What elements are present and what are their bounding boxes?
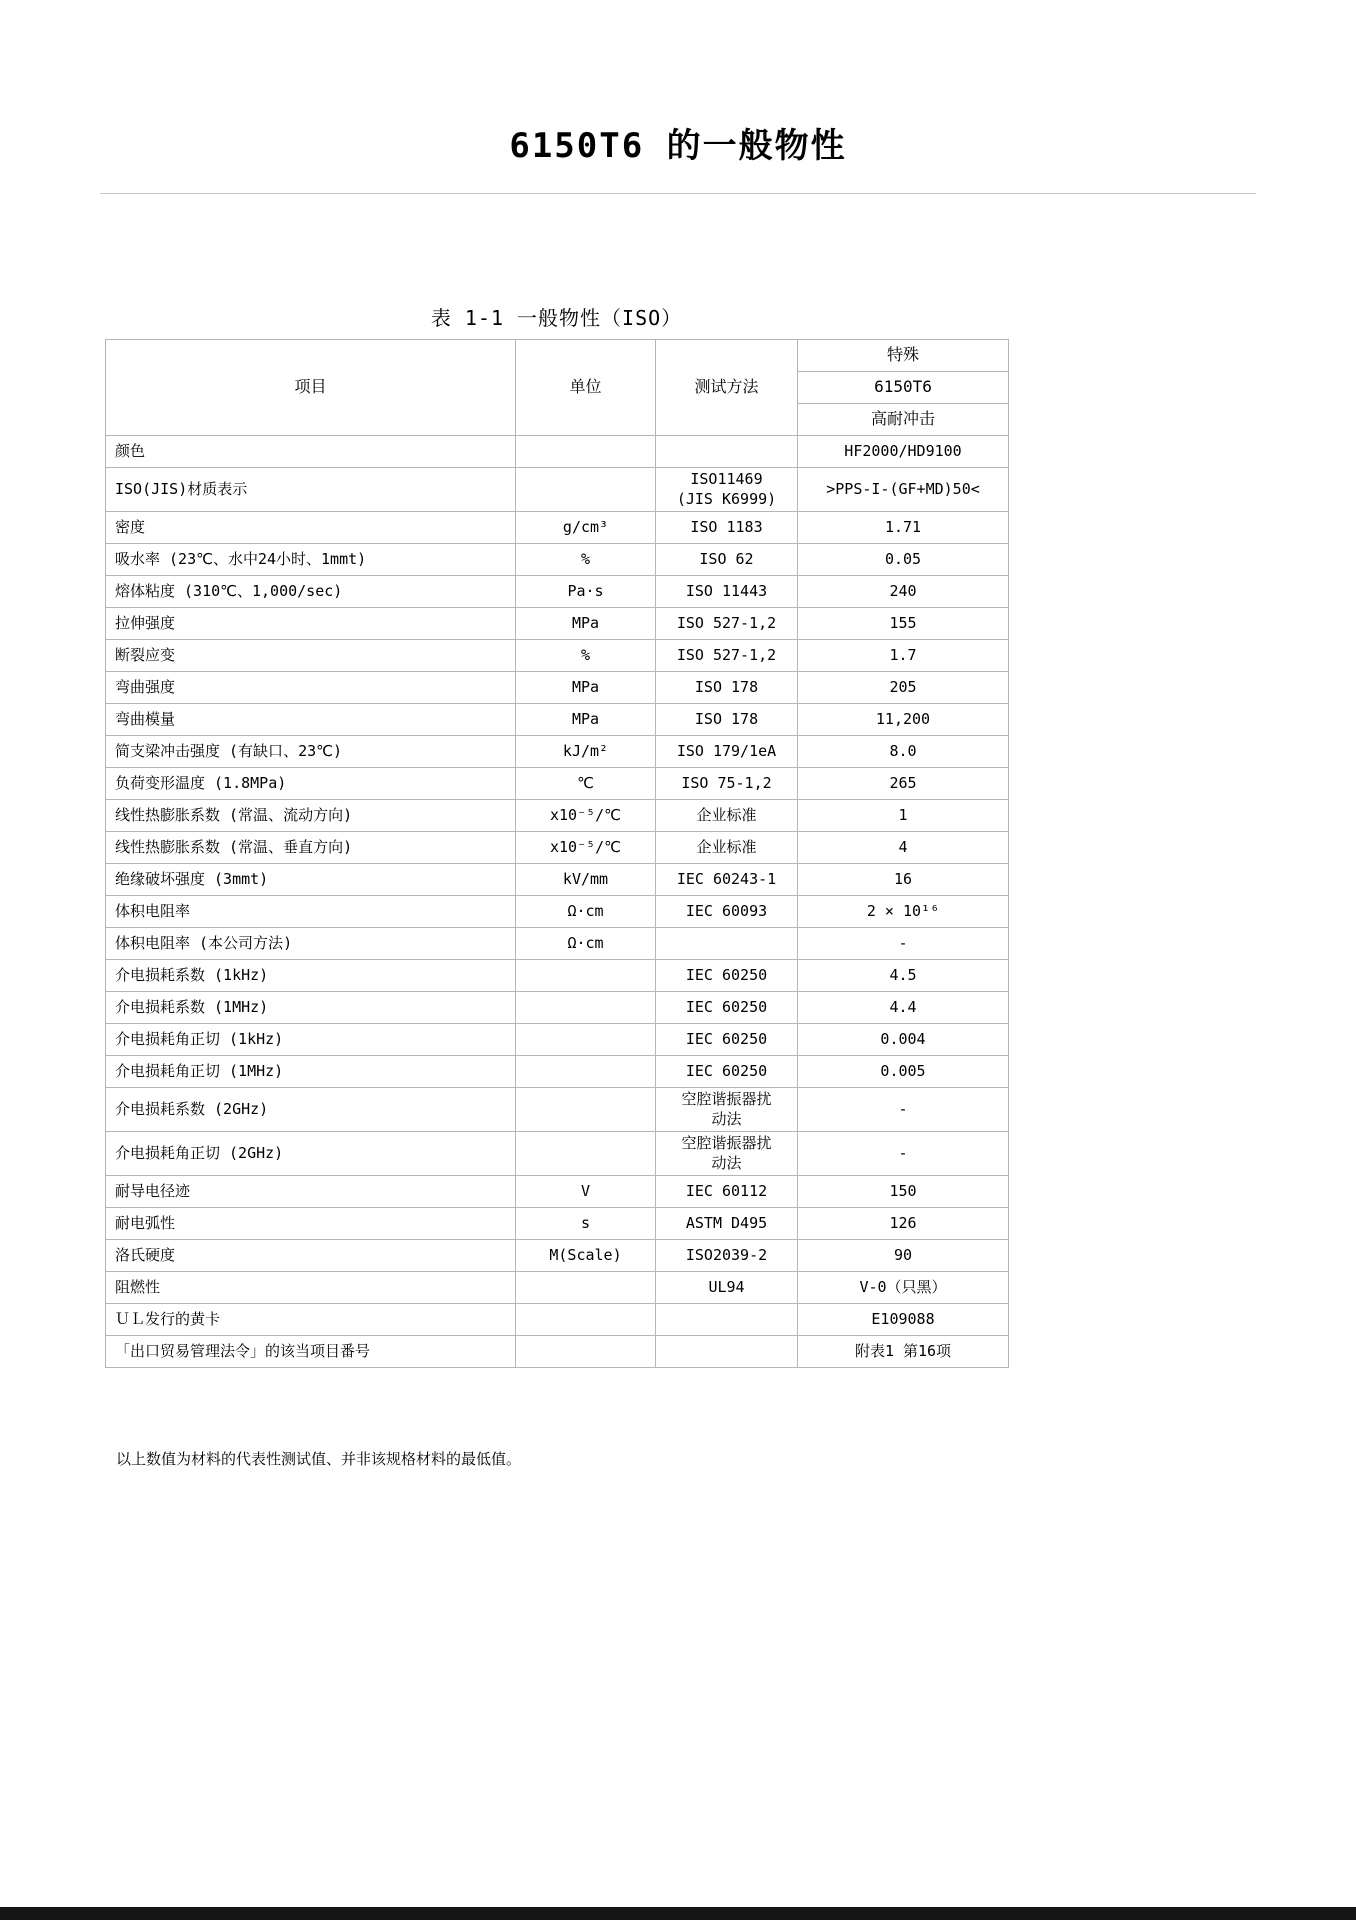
table-row xyxy=(106,1208,1009,1240)
item-cell: 弯曲强度 xyxy=(106,672,516,704)
table-row xyxy=(106,1336,1009,1368)
table-row xyxy=(106,1240,1009,1272)
header-grade-name: 6150T6 xyxy=(798,372,1009,404)
method-cell xyxy=(656,1304,798,1336)
table-header xyxy=(106,340,1009,436)
item-cell: 断裂应变 xyxy=(106,640,516,672)
value-cell: 90 xyxy=(798,1240,1009,1272)
method-cell: ISO 527-1,2 xyxy=(656,608,798,640)
method-cell: IEC 60250 xyxy=(656,1024,798,1056)
value-cell: 1.71 xyxy=(798,512,1009,544)
value-cell: 0.005 xyxy=(798,1056,1009,1088)
table-row xyxy=(106,1272,1009,1304)
table-row xyxy=(106,640,1009,672)
method-cell: ISO 75-1,2 xyxy=(656,768,798,800)
item-cell: 介电损耗角正切 (2GHz) xyxy=(106,1132,516,1176)
value-cell: 4 xyxy=(798,832,1009,864)
value-cell: V-0（只黑） xyxy=(798,1272,1009,1304)
value-cell: - xyxy=(798,1132,1009,1176)
table-body xyxy=(106,436,1009,1368)
unit-cell xyxy=(516,1056,656,1088)
method-cell: IEC 60250 xyxy=(656,1056,798,1088)
item-cell: 介电损耗角正切 (1kHz) xyxy=(106,1024,516,1056)
item-cell: ISO(JIS)材质表示 xyxy=(106,468,516,512)
method-cell: 企业标准 xyxy=(656,832,798,864)
method-cell: IEC 60093 xyxy=(656,896,798,928)
table-row xyxy=(106,896,1009,928)
method-cell xyxy=(656,436,798,468)
value-cell: 126 xyxy=(798,1208,1009,1240)
unit-cell: MPa xyxy=(516,672,656,704)
method-cell: ISO 179/1eA xyxy=(656,736,798,768)
value-cell: >PPS-I-(GF+MD)50< xyxy=(798,468,1009,512)
value-cell: 4.5 xyxy=(798,960,1009,992)
table-row xyxy=(106,672,1009,704)
unit-cell: % xyxy=(516,544,656,576)
item-cell: 负荷变形温度 (1.8MPa) xyxy=(106,768,516,800)
item-cell: 绝缘破坏强度 (3mmt) xyxy=(106,864,516,896)
item-cell: 密度 xyxy=(106,512,516,544)
table-row xyxy=(106,544,1009,576)
header-unit: 单位 xyxy=(516,340,656,436)
item-cell: 线性热膨胀系数 (常温、流动方向) xyxy=(106,800,516,832)
table-row xyxy=(106,864,1009,896)
unit-cell xyxy=(516,1304,656,1336)
item-cell: 介电损耗系数 (1kHz) xyxy=(106,960,516,992)
value-cell: E109088 xyxy=(798,1304,1009,1336)
unit-cell: V xyxy=(516,1176,656,1208)
item-cell: 体积电阻率 (本公司方法) xyxy=(106,928,516,960)
table-row xyxy=(106,928,1009,960)
item-cell: 洛氏硬度 xyxy=(106,1240,516,1272)
value-cell: 2 × 10¹⁶ xyxy=(798,896,1009,928)
unit-cell: s xyxy=(516,1208,656,1240)
table-row xyxy=(106,1304,1009,1336)
method-cell: ISO 62 xyxy=(656,544,798,576)
table-row xyxy=(106,992,1009,1024)
page-bottom-edge xyxy=(0,1907,1356,1920)
value-cell: - xyxy=(798,928,1009,960)
header-grade-type: 高耐冲击 xyxy=(798,404,1009,436)
method-cell: ISO 178 xyxy=(656,672,798,704)
method-cell: IEC 60243-1 xyxy=(656,864,798,896)
table-row xyxy=(106,1056,1009,1088)
value-cell: 265 xyxy=(798,768,1009,800)
method-cell: 企业标准 xyxy=(656,800,798,832)
method-cell: ISO 1183 xyxy=(656,512,798,544)
unit-cell xyxy=(516,1024,656,1056)
item-cell: 颜色 xyxy=(106,436,516,468)
unit-cell: Ω·cm xyxy=(516,928,656,960)
unit-cell: % xyxy=(516,640,656,672)
method-cell: ISO 11443 xyxy=(656,576,798,608)
value-cell: 11,200 xyxy=(798,704,1009,736)
unit-cell: kV/mm xyxy=(516,864,656,896)
item-cell: 简支梁冲击强度 (有缺口、23℃) xyxy=(106,736,516,768)
item-cell: 介电损耗系数 (1MHz) xyxy=(106,992,516,1024)
item-cell: 阻燃性 xyxy=(106,1272,516,1304)
table-caption: 表 1-1 一般物性（ISO） xyxy=(430,306,683,330)
method-cell: ISO 178 xyxy=(656,704,798,736)
value-cell: HF2000/HD9100 xyxy=(798,436,1009,468)
item-cell: 体积电阻率 xyxy=(106,896,516,928)
table-row xyxy=(106,1132,1009,1176)
footnote-text: 以上数值为材料的代表性测试值、并非该规格材料的最低值。 xyxy=(116,1450,522,1468)
item-cell: 介电损耗系数 (2GHz) xyxy=(106,1088,516,1132)
unit-cell: MPa xyxy=(516,608,656,640)
method-cell: ISO 527-1,2 xyxy=(656,640,798,672)
table-row xyxy=(106,436,1009,468)
method-cell: 空腔谐振器扰 动法 xyxy=(656,1132,798,1176)
unit-cell: Pa·s xyxy=(516,576,656,608)
table-row xyxy=(106,576,1009,608)
table-row xyxy=(106,1088,1009,1132)
unit-cell: x10⁻⁵/℃ xyxy=(516,832,656,864)
unit-cell: MPa xyxy=(516,704,656,736)
value-cell: 0.004 xyxy=(798,1024,1009,1056)
value-cell: 205 xyxy=(798,672,1009,704)
item-cell: 「出口贸易管理法令」的该当项目番号 xyxy=(106,1336,516,1368)
value-cell: 150 xyxy=(798,1176,1009,1208)
value-cell: 1.7 xyxy=(798,640,1009,672)
method-cell: 空腔谐振器扰 动法 xyxy=(656,1088,798,1132)
method-cell: IEC 60250 xyxy=(656,992,798,1024)
table-row xyxy=(106,1176,1009,1208)
method-cell: ISO11469 (JIS K6999) xyxy=(656,468,798,512)
item-cell: 线性热膨胀系数 (常温、垂直方向) xyxy=(106,832,516,864)
table-row xyxy=(106,704,1009,736)
value-cell: 4.4 xyxy=(798,992,1009,1024)
header-row-1 xyxy=(106,340,1009,372)
item-cell: 耐电弧性 xyxy=(106,1208,516,1240)
method-cell: ASTM D495 xyxy=(656,1208,798,1240)
unit-cell xyxy=(516,960,656,992)
item-cell: 拉伸强度 xyxy=(106,608,516,640)
item-cell: 弯曲模量 xyxy=(106,704,516,736)
unit-cell xyxy=(516,1088,656,1132)
unit-cell: M(Scale) xyxy=(516,1240,656,1272)
value-cell: 240 xyxy=(798,576,1009,608)
method-cell xyxy=(656,928,798,960)
value-cell: 155 xyxy=(798,608,1009,640)
method-cell: UL94 xyxy=(656,1272,798,1304)
item-cell: 介电损耗角正切 (1MHz) xyxy=(106,1056,516,1088)
properties-table xyxy=(105,339,1009,1368)
header-method: 测试方法 xyxy=(656,340,798,436)
unit-cell: x10⁻⁵/℃ xyxy=(516,800,656,832)
value-cell: - xyxy=(798,1088,1009,1132)
item-cell: ＵＬ发行的黄卡 xyxy=(106,1304,516,1336)
page-title: 6150T6 的一般物性 xyxy=(509,126,847,166)
unit-cell xyxy=(516,468,656,512)
unit-cell xyxy=(516,992,656,1024)
method-cell: IEC 60112 xyxy=(656,1176,798,1208)
value-cell: 1 xyxy=(798,800,1009,832)
item-cell: 熔体粘度 (310℃、1,000/sec) xyxy=(106,576,516,608)
unit-cell: kJ/m² xyxy=(516,736,656,768)
table-row xyxy=(106,736,1009,768)
header-item: 项目 xyxy=(106,340,516,436)
unit-cell xyxy=(516,1272,656,1304)
item-cell: 耐导电径迹 xyxy=(106,1176,516,1208)
table-row xyxy=(106,608,1009,640)
unit-cell: Ω·cm xyxy=(516,896,656,928)
table-row xyxy=(106,1024,1009,1056)
unit-cell xyxy=(516,436,656,468)
method-cell: IEC 60250 xyxy=(656,960,798,992)
unit-cell xyxy=(516,1336,656,1368)
unit-cell: g/cm³ xyxy=(516,512,656,544)
item-cell: 吸水率 (23℃、水中24小时、1mmt) xyxy=(106,544,516,576)
table-row xyxy=(106,800,1009,832)
unit-cell: ℃ xyxy=(516,768,656,800)
unit-cell xyxy=(516,1132,656,1176)
table-row xyxy=(106,768,1009,800)
table-row xyxy=(106,832,1009,864)
table-row xyxy=(106,512,1009,544)
table-row xyxy=(106,468,1009,512)
value-cell: 16 xyxy=(798,864,1009,896)
header-grade-special: 特殊 xyxy=(798,340,1009,372)
table-row xyxy=(106,960,1009,992)
method-cell xyxy=(656,1336,798,1368)
value-cell: 附表1 第16项 xyxy=(798,1336,1009,1368)
title-divider xyxy=(100,193,1256,194)
value-cell: 8.0 xyxy=(798,736,1009,768)
method-cell: ISO2039-2 xyxy=(656,1240,798,1272)
value-cell: 0.05 xyxy=(798,544,1009,576)
